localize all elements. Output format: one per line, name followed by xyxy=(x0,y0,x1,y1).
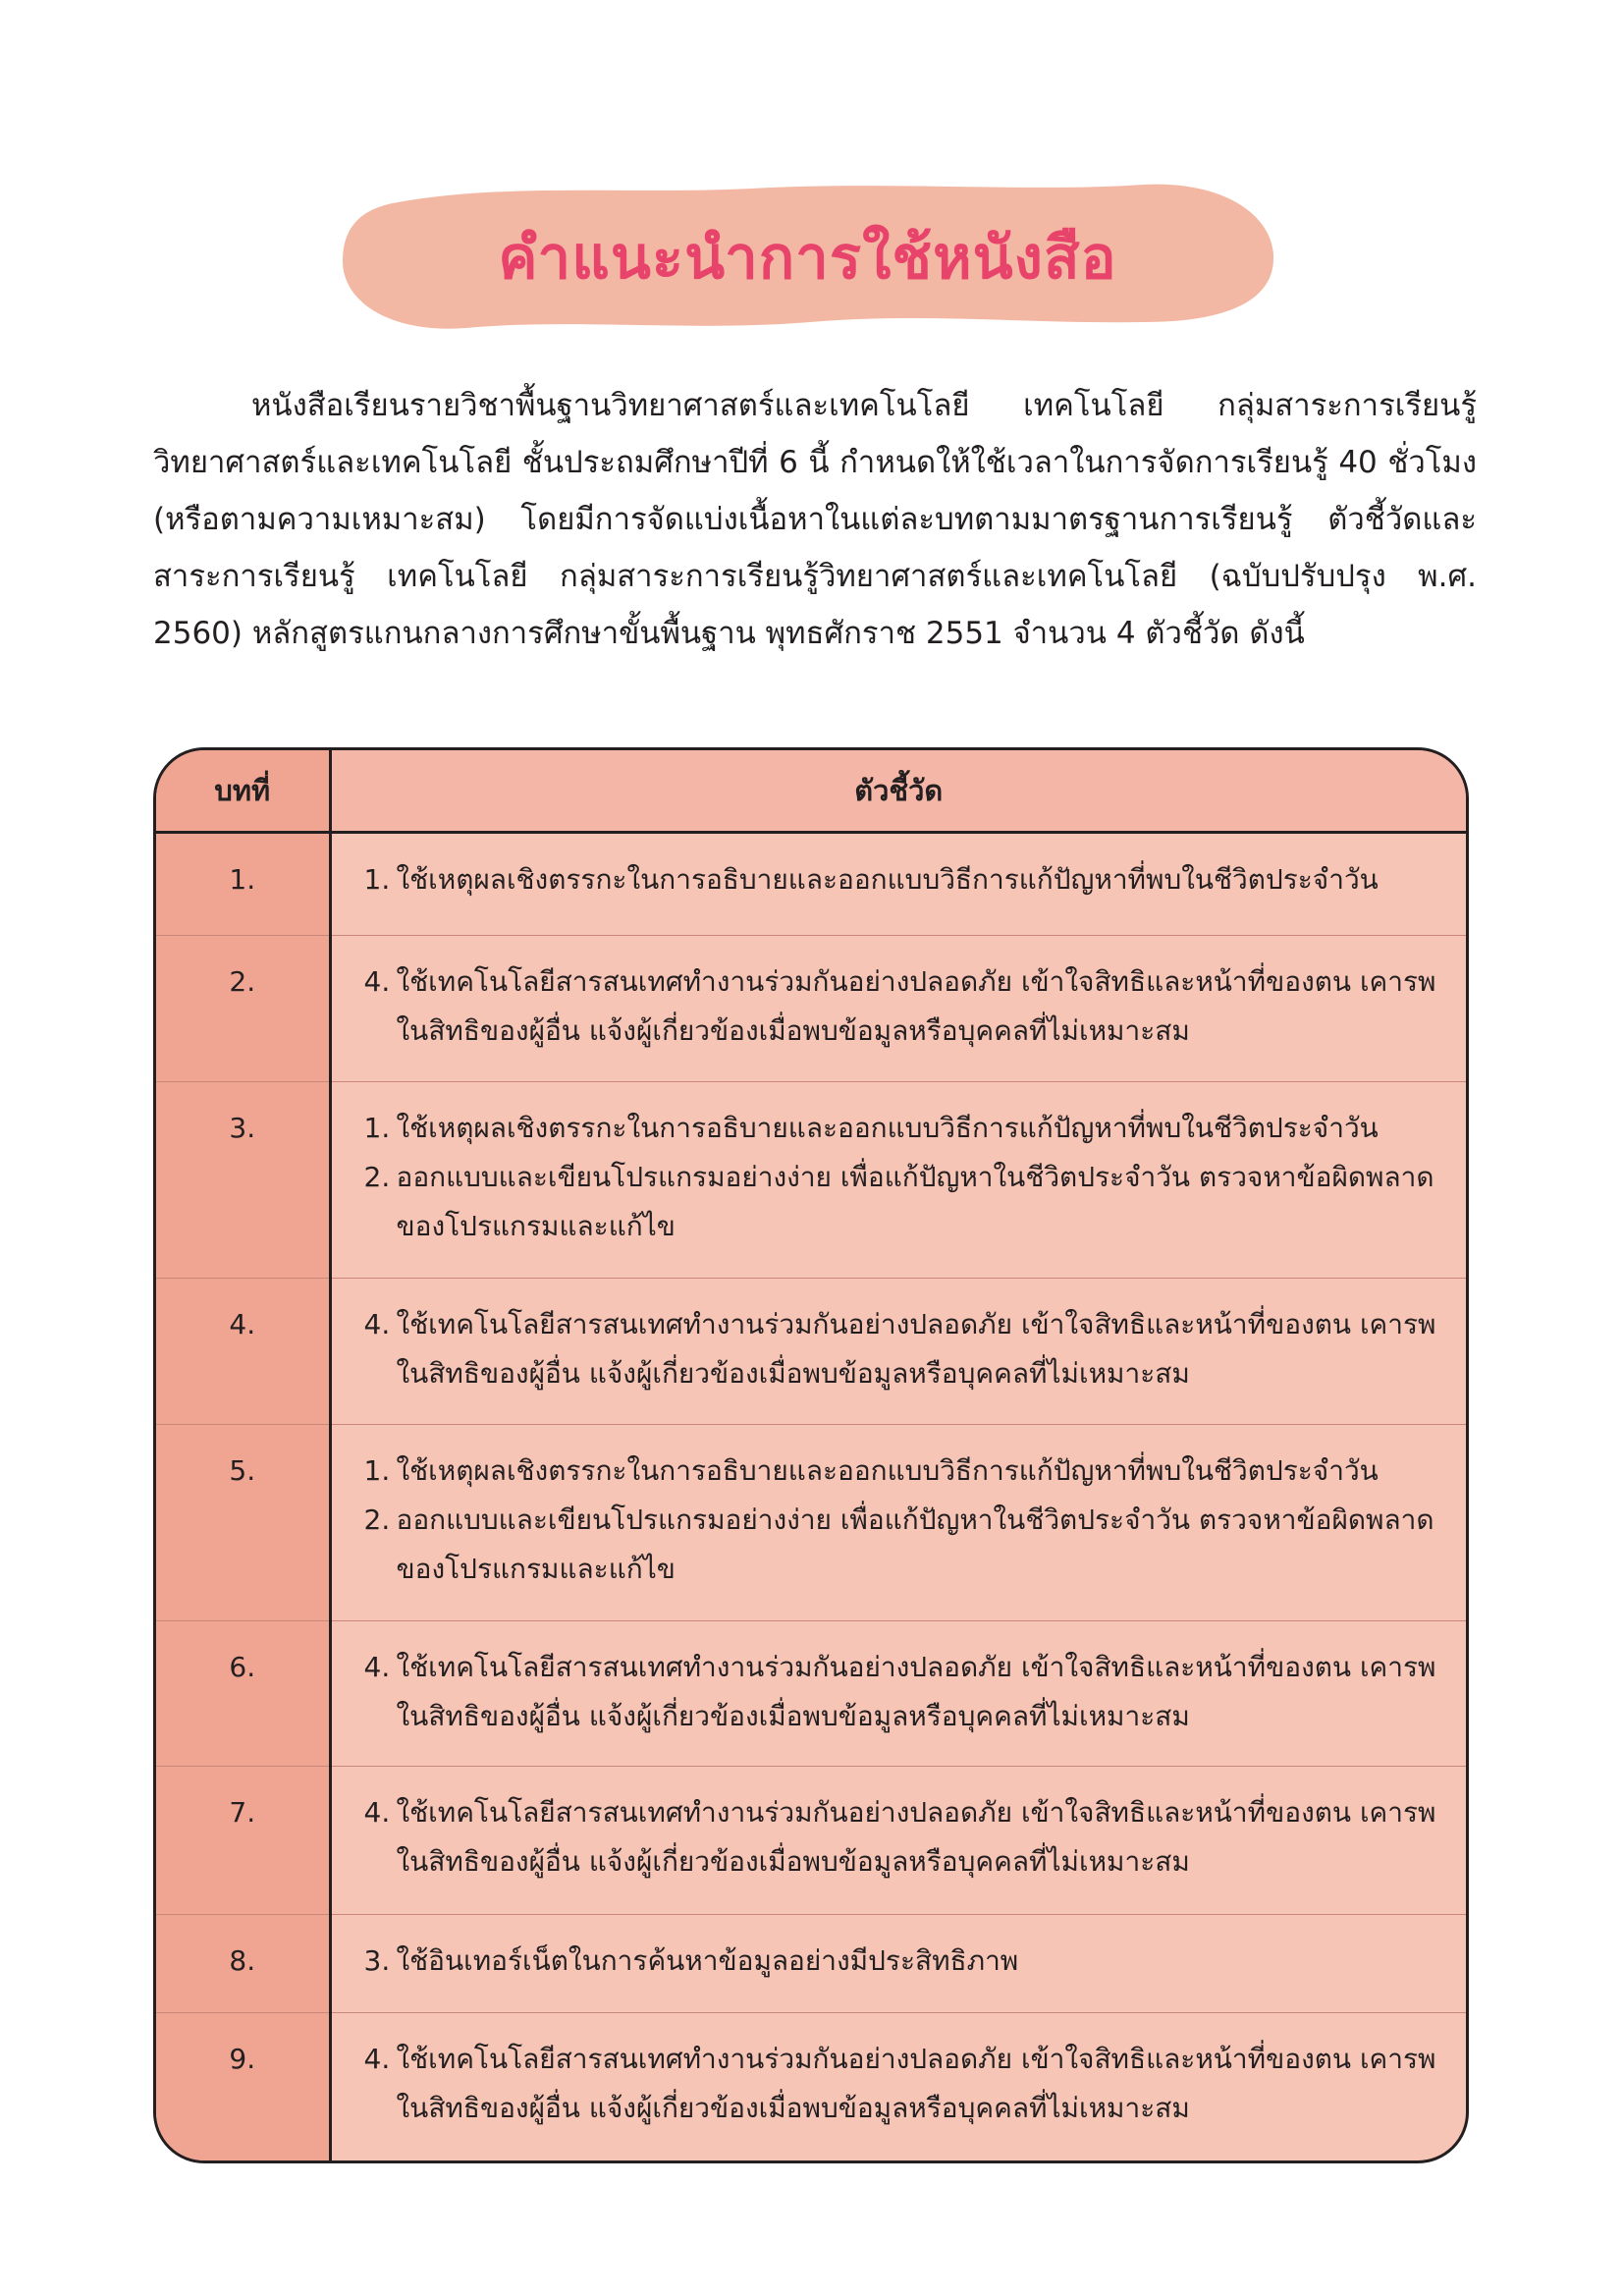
table-header-row xyxy=(156,750,1466,833)
table-row xyxy=(156,833,1466,936)
indicator-number: 3. xyxy=(363,1943,391,1977)
table-row xyxy=(156,1914,1466,2012)
indicator-item xyxy=(364,1788,1447,1886)
indicator-item xyxy=(364,855,1447,904)
indicator-number: 2. xyxy=(363,1160,391,1193)
chapter-cell: 8. xyxy=(156,1914,330,2012)
indicator-item xyxy=(364,1643,1447,1741)
indicator-number: 4. xyxy=(363,2043,391,2076)
indicator-text: ออกแบบและเขียนโปรแกรมอย่างง่าย เพื่อแก้ปัญหาในชีวิตประจำวัน ตรวจหาข้อผิดพลาดของโปรแกรมและแก้ไข xyxy=(396,1160,1434,1242)
indicator-cell xyxy=(330,936,1466,1081)
indicator-cell xyxy=(330,1081,1466,1279)
header-chapter: บทที่ xyxy=(156,750,330,833)
chapter-cell: 3. xyxy=(156,1081,330,1279)
indicator-text: ใช้เหตุผลเชิงตรรกะในการอธิบายและออกแบบวิธีการแก้ปัญหาที่พบในชีวิตประจำวัน xyxy=(396,1453,1379,1487)
table-row xyxy=(156,1621,1466,1767)
chapter-cell: 4. xyxy=(156,1279,330,1424)
chapter-cell: 2. xyxy=(156,936,330,1081)
indicator-item xyxy=(364,1447,1447,1496)
table-row xyxy=(156,1424,1466,1621)
indicator-text: ใช้เหตุผลเชิงตรรกะในการอธิบายและออกแบบวิธีการแก้ปัญหาที่พบในชีวิตประจำวัน xyxy=(396,1111,1379,1144)
indicator-table xyxy=(153,747,1469,2163)
table-row xyxy=(156,2013,1466,2160)
chapter-cell: 6. xyxy=(156,1621,330,1767)
chapter-cell: 7. xyxy=(156,1767,330,1914)
indicator-text: ออกแบบและเขียนโปรแกรมอย่างง่าย เพื่อแก้ปัญหาในชีวิตประจำวัน ตรวจหาข้อผิดพลาดของโปรแกรมและแก้ไข xyxy=(396,1503,1434,1585)
indicator-number: 4. xyxy=(363,1796,391,1830)
indicator-text: ใช้เทคโนโลยีสารสนเทศทำงานร่วมกันอย่างปลอดภัย เข้าใจสิทธิและหน้าที่ของตน เคารพในสิทธิของผู้อื่น แจ้งผู้เกี่ยวข้องเมื่อพบข้อมูลหรือบุคคลที่ไม่เหมาะสม xyxy=(396,1308,1436,1391)
indicator-cell xyxy=(330,1767,1466,1914)
indicator-item xyxy=(364,1104,1447,1153)
table-row xyxy=(156,936,1466,1081)
indicator-number: 4. xyxy=(363,1308,391,1341)
chapter-cell: 5. xyxy=(156,1424,330,1621)
indicator-cell xyxy=(330,1424,1466,1621)
indicator-cell xyxy=(330,1914,1466,2012)
table-row xyxy=(156,1279,1466,1424)
indicator-number: 2. xyxy=(363,1503,391,1536)
indicator-cell xyxy=(330,2013,1466,2160)
header-indicator: ตัวชี้วัด xyxy=(330,750,1466,833)
indicator-number: 1. xyxy=(363,863,391,896)
title-banner xyxy=(339,175,1276,340)
indicator-item xyxy=(364,1937,1447,1986)
page-title: คำแนะนำการใช้หนังสือ xyxy=(498,223,1117,293)
indicator-text: ใช้เทคโนโลยีสารสนเทศทำงานร่วมกันอย่างปลอดภัย เข้าใจสิทธิและหน้าที่ของตน เคารพในสิทธิของผู้อื่น แจ้งผู้เกี่ยวข้องเมื่อพบข้อมูลหรือบุคคลที่ไม่เหมาะสม xyxy=(396,965,1436,1048)
indicator-number: 4. xyxy=(363,1651,391,1684)
intro-paragraph: หนังสือเรียนรายวิชาพื้นฐานวิทยาศาสตร์และเทคโนโลยี เทคโนโลยี กลุ่มสาระการเรียนรู้วิทยาศาสตร์และเทคโนโลยี ชั้นประถมศึกษาปีที่ 6 นี้ กำหนดให้ใช้เวลาในการจัดการเรียนรู้ 40 ชั่วโมง (หรือตามความเหมาะสม) โดยมีการจัดแบ่งเนื้อหาในแต่ละบทตามมาตรฐานการเรียนรู้ ตัวชี้วัดและสาระการเรียนรู้ เทคโนโลยี กลุ่มสาระการเรียนรู้วิทยาศาสตร์และเทคโนโลยี (ฉบับปรับปรุง พ.ศ. 2560) หลักสูตรแกนกลางการศึกษาขั้นพื้นฐาน พุทธศักราช 2551 จำนวน 4 ตัวชี้วัด ดังนี้ xyxy=(153,388,1477,651)
indicator-item xyxy=(364,957,1447,1056)
indicator-cell xyxy=(330,1621,1466,1767)
indicator-item xyxy=(364,1153,1447,1251)
indicator-number: 1. xyxy=(363,1453,391,1487)
table-row xyxy=(156,1767,1466,1914)
indicator-cell xyxy=(330,1279,1466,1424)
indicator-text: ใช้เทคโนโลยีสารสนเทศทำงานร่วมกันอย่างปลอดภัย เข้าใจสิทธิและหน้าที่ของตน เคารพในสิทธิของผู้อื่น แจ้งผู้เกี่ยวข้องเมื่อพบข้อมูลหรือบุคคลที่ไม่เหมาะสม xyxy=(396,2043,1436,2125)
indicator-item xyxy=(364,1300,1447,1398)
indicator-number: 4. xyxy=(363,965,391,999)
indicator-item xyxy=(364,1496,1447,1594)
chapter-cell: 1. xyxy=(156,833,330,936)
indicator-text: ใช้เทคโนโลยีสารสนเทศทำงานร่วมกันอย่างปลอดภัย เข้าใจสิทธิและหน้าที่ของตน เคารพในสิทธิของผู้อื่น แจ้งผู้เกี่ยวข้องเมื่อพบข้อมูลหรือบุคคลที่ไม่เหมาะสม xyxy=(396,1651,1436,1733)
indicator-cell xyxy=(330,833,1466,936)
indicator-number: 1. xyxy=(363,1111,391,1144)
indicator-text: ใช้อินเทอร์เน็ตในการค้นหาข้อมูลอย่างมีประสิทธิภาพ xyxy=(396,1943,1019,1977)
chapter-cell: 9. xyxy=(156,2013,330,2160)
indicator-text: ใช้เหตุผลเชิงตรรกะในการอธิบายและออกแบบวิธีการแก้ปัญหาที่พบในชีวิตประจำวัน xyxy=(396,863,1379,896)
indicator-text: ใช้เทคโนโลยีสารสนเทศทำงานร่วมกันอย่างปลอดภัย เข้าใจสิทธิและหน้าที่ของตน เคารพในสิทธิของผู้อื่น แจ้งผู้เกี่ยวข้องเมื่อพบข้อมูลหรือบุคคลที่ไม่เหมาะสม xyxy=(396,1796,1436,1879)
table-row xyxy=(156,1081,1466,1279)
indicator-item xyxy=(364,2035,1447,2133)
